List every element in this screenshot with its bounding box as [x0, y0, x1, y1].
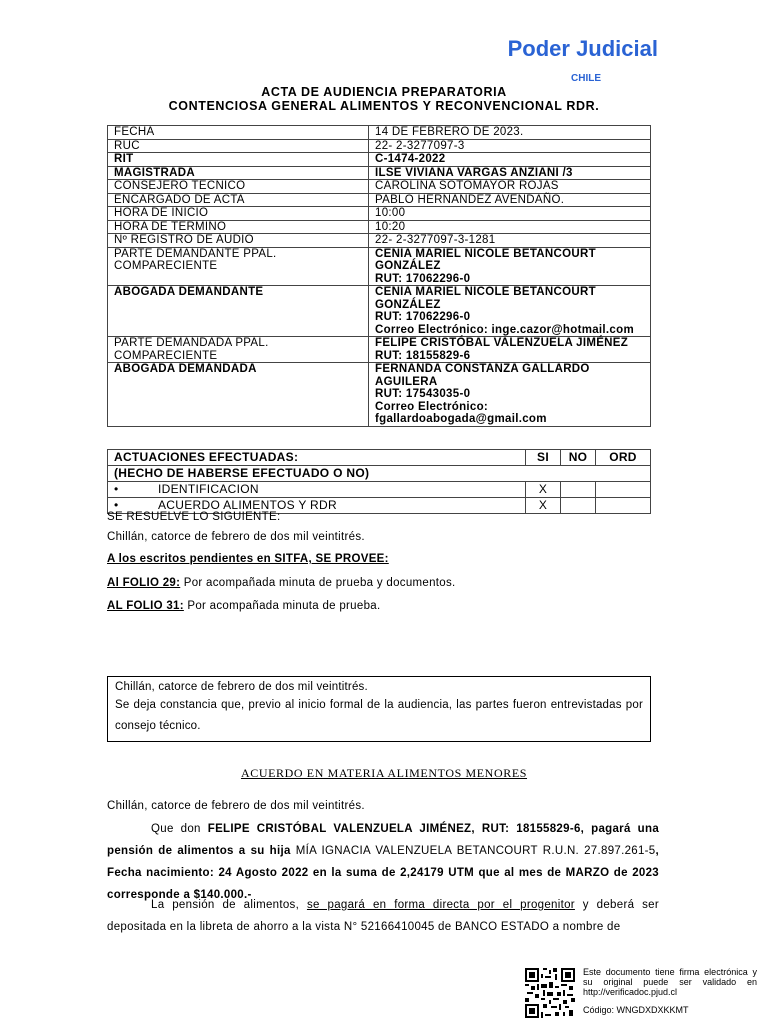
info-value	[369, 139, 651, 153]
action-ord-mark	[596, 498, 651, 514]
folio-29-text: Por acompañada minuta de prueba y documentos.	[180, 577, 456, 589]
agreement-paragraph-1	[107, 818, 659, 906]
resolution-title: SE RESUELVE LO SIGUIENTE:	[107, 511, 281, 523]
actions-subheader-row	[108, 466, 651, 482]
info-value	[369, 153, 651, 167]
info-label: PARTE DEMANDANTE PPAL. COMPARECIENTE	[108, 247, 369, 286]
constancia-box	[107, 676, 651, 742]
info-label: PARTE DEMANDADA PPAL. COMPARECIENTE	[108, 337, 369, 363]
info-value-line: 22- 2-3277097-3-1281	[375, 234, 496, 246]
info-value	[369, 180, 651, 194]
action-row	[108, 482, 651, 498]
bullet-icon: •	[114, 482, 119, 496]
info-value-line: RUT: 17062296-0	[375, 311, 471, 323]
info-value-line: RUT: 17062296-0	[375, 272, 471, 285]
info-row	[108, 207, 651, 221]
info-value	[369, 337, 651, 363]
info-value-line: RUT: 18155829-6	[375, 349, 471, 362]
document-subtitle: CONTENCIOSA GENERAL ALIMENTOS Y RECONVENCIONAL RDR.	[168, 99, 600, 113]
constancia-text: Se deja constancia que, previo al inicio formal de la audiencia, las partes fueron entrevistadas por consejo técnico.	[115, 699, 643, 732]
info-value-line: 10:00	[375, 207, 406, 219]
info-row	[108, 139, 651, 153]
info-value-line: ILSE VIVIANA VARGAS ANZIANI /3	[375, 166, 573, 179]
info-value-line: Correo Electrónico:	[375, 400, 489, 413]
resolution-date: Chillán, catorce de febrero de dos mil veintitrés.	[107, 531, 365, 543]
bullet-icon: •	[114, 498, 119, 512]
info-label: HORA DE TERMINO	[108, 220, 369, 234]
info-value-line: CAROLINA SOTOMAYOR ROJAS	[375, 180, 559, 192]
action-si-mark: X	[526, 482, 561, 498]
info-value-line: CENIA MARIEL NICOLE BETANCOURT GONZÁLEZ	[375, 247, 596, 272]
info-value	[369, 247, 651, 286]
info-label: MAGISTRADA	[108, 166, 369, 180]
info-value-line: PABLO HERNANDEZ AVENDAÑO.	[375, 193, 565, 206]
folio-31-text: Por acompañada minuta de prueba.	[183, 600, 381, 612]
signature-note: Este documento tiene firma electrónica y su original puede ser validado en http://verificadoc.pjud.cl	[583, 967, 757, 997]
action-label-cell	[108, 482, 526, 498]
info-value-line: FELIPE CRISTÓBAL VALENZUELA JIMÉNEZ	[375, 337, 629, 349]
verification-code: Código: WNGDXDXKKMT	[583, 1005, 689, 1015]
info-row	[108, 153, 651, 167]
info-value-line: C-1474-2022	[375, 153, 446, 165]
folio-31-line	[107, 600, 380, 612]
brand-country: CHILE	[571, 73, 601, 84]
agreement-p1-c: MÍA IGNACIA VALENZUELA BETANCOURT R.U.N. 27.897.261-5	[295, 845, 656, 857]
info-value	[369, 207, 651, 221]
info-value-line: Correo Electrónico: inge.cazor@hotmail.com	[375, 323, 634, 336]
info-row	[108, 166, 651, 180]
action-ord-mark	[596, 482, 651, 498]
info-value-line: CENIA MARIEL NICOLE BETANCOURT GONZÁLEZ	[375, 286, 596, 311]
document-title: ACTA DE AUDIENCIA PREPARATORIA	[261, 85, 507, 99]
info-row	[108, 126, 651, 140]
info-label: FECHA	[108, 126, 369, 140]
actions-table	[107, 449, 651, 514]
info-value-line: RUT: 17543035-0	[375, 388, 471, 400]
info-label: RIT	[108, 153, 369, 167]
column-ord: ORD	[596, 450, 651, 466]
info-row	[108, 180, 651, 194]
info-label: Nº REGISTRO DE AUDIO	[108, 234, 369, 248]
info-value	[369, 234, 651, 248]
qr-code-icon	[525, 968, 575, 1018]
column-no: NO	[561, 450, 596, 466]
info-label: ABOGADA DEMANDANTE	[108, 286, 369, 337]
info-label: RUC	[108, 139, 369, 153]
info-value-line: 14 DE FEBRERO DE 2023.	[375, 126, 524, 138]
actions-header-row	[108, 450, 651, 466]
info-label: HORA DE INICIO	[108, 207, 369, 221]
constancia-date: Chillán, catorce de febrero de dos mil veintitrés.	[115, 681, 368, 693]
action-no-mark	[561, 498, 596, 514]
brand-title: Poder Judicial	[507, 36, 658, 61]
info-value	[369, 193, 651, 207]
agreement-date: Chillán, catorce de febrero de dos mil veintitrés.	[107, 800, 365, 812]
folio-31-label: AL FOLIO 31:	[107, 600, 184, 612]
agreement-p1-b: FELIPE CRISTÓBAL VALENZUELA JIMÉNEZ, RUT: 18155829-6, pagará una pensión de alimentos a su hija	[107, 823, 660, 857]
info-label: ABOGADA DEMANDADA	[108, 363, 369, 427]
pending-writs-line	[107, 553, 389, 565]
action-label: ACUERDO ALIMENTOS Y RDR	[158, 498, 337, 512]
info-row	[108, 247, 651, 286]
info-row	[108, 220, 651, 234]
pending-writs-text: A los escritos pendientes en SITFA, SE PROVEE:	[107, 553, 389, 565]
info-value-line: 22- 2-3277097-3	[375, 139, 465, 152]
info-value-line: 10:20	[375, 220, 406, 233]
info-row	[108, 363, 651, 427]
agreement-title: ACUERDO EN MATERIA ALIMENTOS MENORES	[240, 766, 528, 780]
agreement-p2-c: y deberá ser depositada en la libreta de ahorro a la vista N° 52166410045 de BANCO ESTADO a nombre de	[107, 899, 659, 933]
agreement-paragraph-2	[107, 894, 659, 938]
info-value	[369, 166, 651, 180]
folio-29-label: Al FOLIO 29:	[107, 577, 181, 589]
actions-header-title: ACTUACIONES EFECTUADAS:	[108, 450, 526, 466]
info-label: ENCARGADO DE ACTA	[108, 193, 369, 207]
info-row	[108, 234, 651, 248]
info-value	[369, 286, 651, 337]
action-si-mark: X	[526, 498, 561, 514]
info-row	[108, 193, 651, 207]
info-row	[108, 286, 651, 337]
info-value	[369, 126, 651, 140]
info-label: CONSEJERO TECNICO	[108, 180, 369, 194]
agreement-p2-b: se pagará en forma directa por el progenitor	[306, 899, 575, 911]
column-si: SI	[526, 450, 561, 466]
info-value-line: fgallardoabogada@gmail.com	[375, 413, 547, 425]
agreement-p1-d: , Fecha nacimiento: 24 Agosto 2022 en la suma de 2,24179 UTM que al mes de MARZO de 2023 corresponde a $140.000.-	[107, 845, 659, 901]
action-label: IDENTIFICACION	[158, 482, 259, 496]
agreement-p2-a: La pensión de alimentos,	[151, 899, 307, 911]
info-value	[369, 220, 651, 234]
agreement-p1-a: Que don	[151, 823, 208, 835]
actions-header-sub: (HECHO DE HABERSE EFECTUADO O NO)	[108, 466, 651, 482]
info-value	[369, 363, 651, 427]
info-row	[108, 337, 651, 363]
info-value-line: FERNANDA CONSTANZA GALLARDO AGUILERA	[375, 363, 590, 388]
folio-29-line	[107, 577, 456, 589]
action-no-mark	[561, 482, 596, 498]
hearing-info-table	[107, 125, 651, 427]
